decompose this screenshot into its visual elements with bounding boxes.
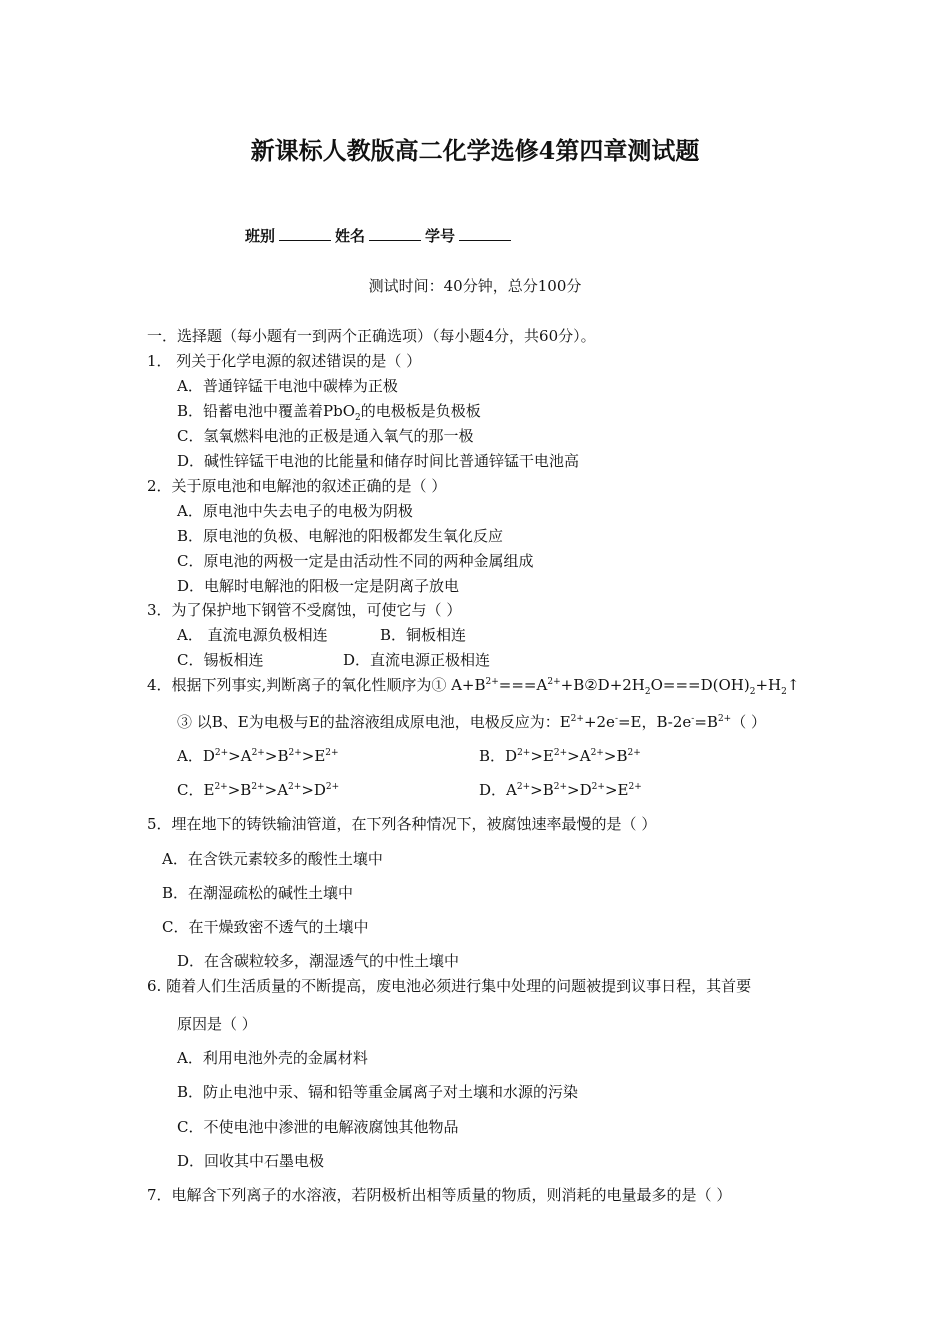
q5-option-d: D．在含碳粒较多，潮湿透气的中性土壤中 bbox=[177, 952, 460, 970]
q4-stem-line1: 4．根据下列事实,判断离子的氧化性顺序为① $A+B^{2+}===A^{2+}+B②D+2H_2O===D(OH)_2+H_2↑$ bbox=[147, 676, 800, 697]
q4-option-b: B．$D^{2+}>E^{2+}>A^{2+}>B^{2+}$ bbox=[479, 747, 641, 765]
name-label: 姓名 bbox=[335, 227, 366, 245]
q6-option-d: D．回收其中石墨电极 bbox=[177, 1152, 325, 1170]
q3-stem: 3．为了保护地下钢管不受腐蚀，可使它与（ ） bbox=[147, 601, 462, 619]
q4-option-d: D．$A^{2+}>B^{2+}>D^{2+}>E^{2+}$ bbox=[479, 781, 642, 799]
q4-option-a: A．$D^{2+}>A^{2+}>B^{2+}>E^{2+}$ bbox=[177, 747, 339, 765]
q1-option-a: A．普通锌锰干电池中碳棒为正极 bbox=[177, 377, 398, 395]
q3-option-b: B．铜板相连 bbox=[380, 626, 467, 644]
page-title: 新课标人教版高二化学选修4第四章测试题 bbox=[250, 136, 700, 165]
q2-option-c: C．原电池的两极一定是由活动性不同的两种金属组成 bbox=[177, 552, 534, 570]
student-info-line bbox=[245, 226, 515, 246]
q4-stem-line2: ③ 以B、E为电极与E的盐溶液组成原电池，电极反应为：$E^{2+}+2e^-=E$，$B-2e^-=B^{2+}$（ ） bbox=[177, 713, 766, 731]
name-blank[interactable] bbox=[369, 226, 421, 241]
q2-option-a: A．原电池中失去电子的电极为阴极 bbox=[177, 502, 413, 520]
class-blank[interactable] bbox=[279, 226, 331, 241]
time-note: 测试时间：40分钟，总分100分 bbox=[368, 277, 582, 295]
id-blank[interactable] bbox=[459, 226, 511, 241]
q6-option-c: C．不使电池中渗泄的电解液腐蚀其他物品 bbox=[177, 1118, 459, 1136]
q1-option-b: B．铅蓄电池中覆盖着PbO$_2$的电极板是负极板 bbox=[177, 402, 481, 423]
q1-option-c: C．氢氧燃料电池的正极是通入氧气的那一极 bbox=[177, 427, 474, 445]
gas-arrow-icon: ↑ bbox=[786, 676, 800, 694]
q5-option-a: A．在含铁元素较多的酸性土壤中 bbox=[162, 850, 383, 868]
q2-stem: 2．关于原电池和电解池的叙述正确的是（ ） bbox=[147, 477, 447, 495]
q3-option-d: D．直流电源正极相连 bbox=[343, 651, 491, 669]
section-heading: 一．选择题（每小题有一到两个正确选项）（每小题4分，共60分）。 bbox=[147, 327, 596, 345]
q2-option-b: B．原电池的负极、电解池的阳极都发生氧化反应 bbox=[177, 527, 504, 545]
q6-option-b: B．防止电池中汞、镉和铅等重金属离子对土壤和水源的污染 bbox=[177, 1083, 579, 1101]
q6-stem-line2: 原因是（ ） bbox=[177, 1015, 257, 1033]
q3-option-a: A． 直流电源负极相连 bbox=[177, 626, 328, 644]
q3-option-c: C．锡板相连 bbox=[177, 651, 264, 669]
q1-option-d: D．碱性锌锰干电池的比能量和储存时间比普通锌锰干电池高 bbox=[177, 452, 580, 470]
q5-stem: 5．埋在地下的铸铁输油管道，在下列各种情况下，被腐蚀速率最慢的是（ ） bbox=[147, 815, 657, 833]
q5-option-c: C．在干燥致密不透气的土壤中 bbox=[162, 918, 369, 936]
q4-option-c: C．$E^{2+}>B^{2+}>A^{2+}>D^{2+}$ bbox=[177, 781, 340, 799]
q6-option-a: A．利用电池外壳的金属材料 bbox=[177, 1049, 368, 1067]
id-label: 学号 bbox=[425, 227, 456, 245]
q5-option-b: B．在潮湿疏松的碱性土壤中 bbox=[162, 884, 354, 902]
q6-stem-line1: 6. 随着人们生活质量的不断提高，废电池必须进行集中处理的问题被提到议事日程，其首要 bbox=[147, 977, 752, 995]
class-label: 班别 bbox=[245, 227, 276, 245]
q1-stem: 1． 列关于化学电源的叙述错误的是（ ） bbox=[147, 352, 422, 370]
q2-option-d: D．电解时电解池的阳极一定是阴离子放电 bbox=[177, 577, 460, 595]
q7-stem: 7．电解含下列离子的水溶液，若阴极析出相等质量的物质，则消耗的电量最多的是（ ） bbox=[147, 1186, 732, 1204]
